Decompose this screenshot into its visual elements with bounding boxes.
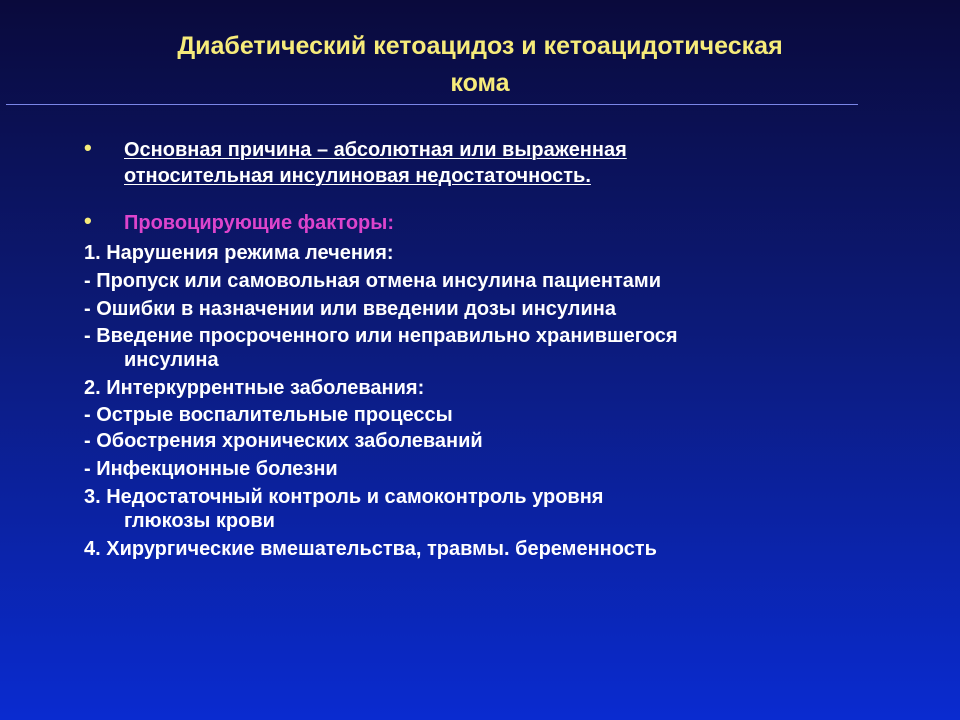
factor-item-3: 3. Недостаточный контроль и самоконтроль уровня bbox=[84, 486, 604, 508]
factor-item-1a: - Пропуск или самовольная отмена инсулина пациентами bbox=[84, 270, 662, 292]
factor-item-1c-cont: инсулина bbox=[124, 349, 219, 371]
bullet-icon: • bbox=[84, 208, 92, 233]
factor-item-1b: - Ошибки в назначении или введении дозы инсулина bbox=[84, 298, 616, 320]
factor-item-3-cont: глюкозы крови bbox=[124, 510, 275, 532]
factor-item-2b: - Обострения хронических заболеваний bbox=[84, 430, 483, 452]
bullet-icon: • bbox=[84, 135, 92, 160]
cause-text bbox=[124, 137, 627, 189]
factor-item-2a: - Острые воспалительные процессы bbox=[84, 404, 453, 426]
factor-item-2c: - Инфекционные болезни bbox=[84, 458, 338, 480]
slide-title-line-2: кома bbox=[450, 69, 510, 97]
factor-item-1c: - Введение просроченного или неправильно хранившегося bbox=[84, 325, 678, 347]
cause-line-2: относительная инсулиновая недостаточность. bbox=[124, 165, 591, 187]
factor-item-1: 1. Нарушения режима лечения: bbox=[84, 242, 394, 264]
cause-line-1: Основная причина – абсолютная или выраженная bbox=[124, 139, 627, 161]
factors-heading: Провоцирующие факторы: bbox=[124, 212, 394, 234]
slide-title-line-1: Диабетический кетоацидоз и кетоацидотическая bbox=[177, 32, 783, 60]
factor-item-2: 2. Интеркуррентные заболевания: bbox=[84, 377, 425, 399]
factor-item-4: 4. Хирургические вмешательства, травмы. беременность bbox=[84, 538, 657, 560]
